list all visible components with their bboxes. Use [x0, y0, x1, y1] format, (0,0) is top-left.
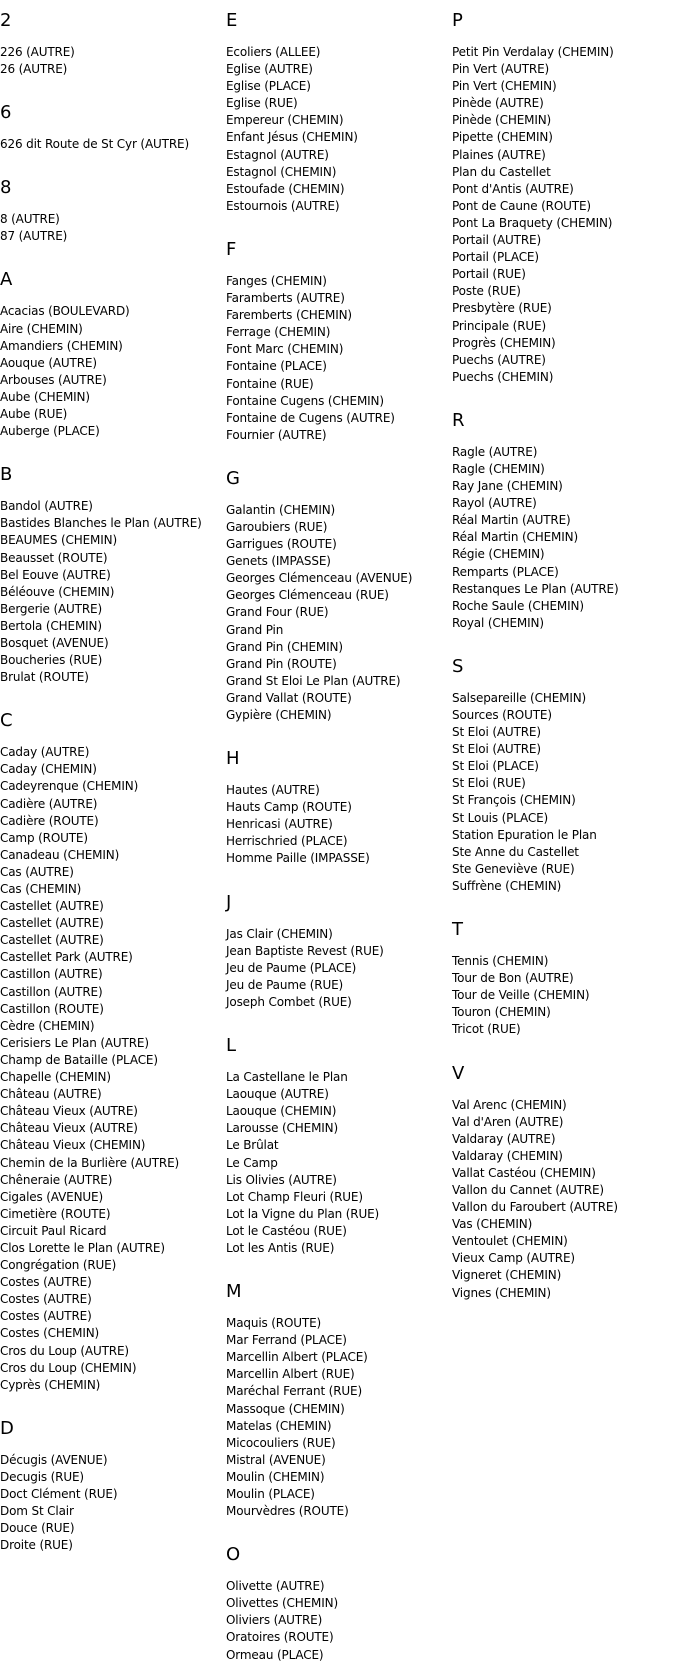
section-letter-heading: R [452, 409, 465, 431]
street-list-item: Vas (CHEMIN) [452, 1217, 533, 1232]
street-list-item: Costes (AUTRE) [0, 1275, 92, 1290]
street-list-item: Empereur (CHEMIN) [226, 113, 344, 128]
section-spacer [226, 724, 448, 738]
street-list-item: Progrès (CHEMIN) [452, 335, 556, 350]
street-list [452, 44, 675, 386]
street-list-item: Rayol (AUTRE) [452, 496, 537, 511]
street-list-item: Congrégation (RUE) [0, 1258, 117, 1273]
street-list-item: Chêneraie (AUTRE) [0, 1172, 113, 1187]
street-list-item: Le Camp [226, 1155, 278, 1170]
street-list-item: Ragle (CHEMIN) [452, 461, 545, 476]
street-list-item: Auberge (PLACE) [0, 424, 100, 439]
street-list-item: Le Brûlat [226, 1138, 279, 1153]
section-spacer [0, 245, 222, 259]
section-letter-heading: G [226, 467, 240, 489]
street-list-item: Château Vieux (AUTRE) [0, 1104, 138, 1119]
street-list-item: Pin Vert (AUTRE) [452, 62, 550, 77]
street-list-item: Bertola (CHEMIN) [0, 618, 102, 633]
section-letter-heading: 6 [0, 102, 12, 124]
street-list-item: Laouque (AUTRE) [226, 1087, 329, 1102]
street-list [0, 136, 222, 153]
letter-section [226, 882, 448, 1025]
street-list-item: 87 (AUTRE) [0, 229, 68, 244]
street-list-item: Fournier (AUTRE) [226, 427, 327, 442]
street-list-item: Beausset (ROUTE) [0, 550, 108, 565]
street-list-item: Plaines (AUTRE) [452, 147, 546, 162]
letter-section [0, 259, 222, 454]
letter-section [0, 1408, 222, 1569]
section-spacer [226, 444, 448, 458]
letter-section [226, 229, 448, 458]
street-list-item: Eglise (RUE) [226, 96, 298, 111]
street-list-item: Grand Pin (CHEMIN) [226, 639, 343, 654]
street-list-item: Dom St Clair [0, 1504, 74, 1519]
street-list-item: Mistral (AVENUE) [226, 1452, 326, 1467]
section-letter-heading: V [452, 1062, 465, 1084]
street-list-item: Eglise (AUTRE) [226, 62, 313, 77]
section-spacer [0, 78, 222, 92]
street-list-item: Costes (CHEMIN) [0, 1326, 100, 1341]
street-list-item: Cas (CHEMIN) [0, 882, 82, 896]
street-list-item: St François (CHEMIN) [452, 793, 576, 808]
section-spacer [452, 386, 675, 400]
street-list-item: Château Vieux (AUTRE) [0, 1121, 138, 1136]
section-letter-heading: F [226, 238, 237, 260]
section-spacer [452, 1302, 675, 1316]
street-list-item: Georges Clémenceau (AVENUE) [226, 571, 413, 586]
street-list [0, 1452, 222, 1555]
street-list-item: Gypière (CHEMIN) [226, 708, 332, 722]
street-list-item: Vallat Castéou (CHEMIN) [452, 1165, 596, 1180]
letter-section [452, 0, 675, 400]
section-letter-heading: B [0, 464, 13, 486]
street-list-item: Lot la Vigne du Plan (RUE) [226, 1206, 380, 1221]
section-spacer [452, 1039, 675, 1053]
street-list-item: 226 (AUTRE) [0, 45, 75, 59]
street-list-item: Cyprès (CHEMIN) [0, 1377, 101, 1392]
street-list-item: Bastides Blanches le Plan (AUTRE) [0, 516, 202, 531]
section-spacer [226, 1664, 448, 1678]
section-spacer [0, 1394, 222, 1408]
letter-section [0, 700, 222, 1408]
street-list-item: Remparts (PLACE) [452, 564, 559, 579]
street-index-column-2 [226, 0, 448, 1678]
street-list-item: Maréchal Ferrant (RUE) [226, 1384, 362, 1399]
section-letter-heading: E [226, 10, 238, 31]
street-list-item: Fontaine de Cugens (AUTRE) [226, 410, 395, 425]
section-letter-heading: P [452, 10, 463, 31]
street-list-item: Cadeyrenque (CHEMIN) [0, 779, 139, 794]
street-list [226, 782, 448, 867]
street-list-item: Suffrène (CHEMIN) [452, 878, 562, 893]
letter-section [226, 1271, 448, 1534]
street-list-item: Ormeau (PLACE) [226, 1647, 324, 1662]
street-list-item: Ferrage (CHEMIN) [226, 325, 331, 340]
street-list-item: Acacias (BOULEVARD) [0, 304, 130, 319]
letter-section [226, 1534, 448, 1677]
street-list-item: Béléouve (CHEMIN) [0, 584, 115, 599]
street-list-item: Aube (RUE) [0, 407, 68, 422]
street-list-item: Bel Eouve (AUTRE) [0, 567, 111, 582]
street-list-item: 626 dit Route de St Cyr (AUTRE) [0, 137, 189, 152]
street-list [226, 1069, 448, 1257]
section-letter-heading: M [226, 1281, 242, 1303]
street-list [452, 953, 675, 1038]
street-list [226, 44, 448, 215]
street-list-item: Caday (AUTRE) [0, 745, 90, 760]
street-list-item: Réal Martin (CHEMIN) [452, 530, 579, 545]
street-list-item: Tour de Veille (CHEMIN) [452, 988, 590, 1003]
street-list-item: Portail (PLACE) [452, 250, 539, 265]
street-list-item: Doct Clément (RUE) [0, 1487, 118, 1501]
street-list-item: Henricasi (AUTRE) [226, 817, 333, 832]
street-list-item: Aouque (AUTRE) [0, 355, 97, 370]
street-list-item: Caday (CHEMIN) [0, 762, 97, 777]
street-list-item: Hautes (AUTRE) [226, 783, 320, 798]
street-list-item: Moulin (PLACE) [226, 1487, 315, 1501]
section-spacer [226, 868, 448, 882]
street-list-item: Douce (RUE) [0, 1521, 75, 1536]
section-spacer [0, 1554, 222, 1568]
section-letter-heading: O [226, 1544, 241, 1566]
street-list-item: Val d'Aren (AUTRE) [452, 1114, 564, 1129]
street-list-item: Clos Lorette le Plan (AUTRE) [0, 1240, 165, 1255]
street-list [452, 690, 675, 895]
street-list-item: Vignes (CHEMIN) [452, 1285, 551, 1300]
section-letter-heading: 8 [0, 177, 12, 199]
street-list-item: Ste Geneviève (RUE) [452, 861, 575, 876]
street-list-item: Tricot (RUE) [452, 1022, 521, 1037]
street-index-column-1 [0, 0, 222, 1568]
street-list-item: Amandiers (CHEMIN) [0, 338, 123, 353]
street-list-item: Castillon (AUTRE) [0, 984, 103, 999]
street-list-item: Vieux Camp (AUTRE) [452, 1251, 575, 1266]
street-list-item: 26 (AUTRE) [0, 62, 68, 77]
street-list-item: Cigales (AVENUE) [0, 1189, 104, 1204]
street-list-item: Vallon du Faroubert (AUTRE) [452, 1200, 618, 1215]
street-list-item: St Eloi (AUTRE) [452, 742, 541, 757]
street-list-item: Pin Vert (CHEMIN) [452, 79, 557, 94]
street-list-item: Principale (RUE) [452, 318, 546, 333]
street-list-item: Pinède (CHEMIN) [452, 113, 552, 128]
section-spacer [226, 1257, 448, 1271]
street-list-item: Decugis (RUE) [0, 1469, 84, 1484]
street-list-item: Portail (AUTRE) [452, 233, 541, 248]
street-list-item: Tennis (CHEMIN) [452, 954, 549, 969]
letter-section [452, 909, 675, 1052]
street-list-item: Genets (IMPASSE) [226, 554, 331, 569]
street-list-item: Massoque (CHEMIN) [226, 1401, 345, 1416]
street-list-item: Maquis (ROUTE) [226, 1316, 322, 1331]
street-list-item: Salsepareille (CHEMIN) [452, 690, 587, 705]
street-list-item: Château Vieux (CHEMIN) [0, 1138, 146, 1153]
street-list-item: Estoufade (CHEMIN) [226, 181, 345, 196]
section-letter-heading: L [226, 1035, 237, 1057]
street-list-item: Mourvèdres (ROUTE) [226, 1504, 349, 1519]
street-list-item: Valdaray (CHEMIN) [452, 1148, 563, 1163]
section-spacer [0, 440, 222, 454]
street-list-item: Costes (AUTRE) [0, 1309, 92, 1324]
street-list-item: BEAUMES (CHEMIN) [0, 533, 117, 548]
letter-section [0, 0, 222, 92]
street-list-item: Marcellin Albert (RUE) [226, 1367, 355, 1382]
street-list-item: Cerisiers Le Plan (AUTRE) [0, 1035, 149, 1050]
street-list-item: Fanges (CHEMIN) [226, 273, 327, 288]
street-list-item: Pont d'Antis (AUTRE) [452, 181, 574, 196]
street-list-item: Matelas (CHEMIN) [226, 1418, 332, 1433]
street-list-item: Aire (CHEMIN) [0, 321, 83, 336]
street-list-item: Décugis (AVENUE) [0, 1452, 108, 1467]
letter-section [226, 738, 448, 881]
section-letter-heading: D [0, 1417, 14, 1439]
street-list-item: Jeu de Paume (RUE) [226, 977, 344, 992]
section-spacer [452, 895, 675, 909]
street-list-item: Champ de Bataille (PLACE) [0, 1052, 158, 1067]
street-list-item: Jeu de Paume (PLACE) [226, 960, 357, 975]
street-list-item: Puechs (CHEMIN) [452, 369, 554, 384]
street-list-item: Enfant Jésus (CHEMIN) [226, 130, 358, 145]
street-list-item: Petit Pin Verdalay (CHEMIN) [452, 45, 614, 59]
street-list-item: Fontaine (RUE) [226, 376, 314, 391]
street-list-item: Castellet (AUTRE) [0, 916, 104, 931]
street-list-item: Micocouliers (RUE) [226, 1435, 336, 1450]
street-list-item: La Castellane le Plan [226, 1070, 348, 1085]
street-list-item: Vallon du Cannet (AUTRE) [452, 1182, 604, 1197]
street-list-item: Arbouses (AUTRE) [0, 372, 107, 387]
street-list-item: Chapelle (CHEMIN) [0, 1070, 111, 1085]
section-spacer [226, 1011, 448, 1025]
street-list [226, 926, 448, 1011]
letter-section [226, 458, 448, 738]
section-letter-heading: 2 [0, 10, 12, 31]
street-list-item: Brulat (ROUTE) [0, 670, 89, 685]
street-list-item: Chemin de la Burlière (AUTRE) [0, 1155, 180, 1170]
street-list-item: Réal Martin (AUTRE) [452, 513, 571, 528]
street-list [226, 1578, 448, 1663]
street-list-item: Homme Paille (IMPASSE) [226, 851, 370, 866]
street-list-item: St Louis (PLACE) [452, 810, 549, 825]
street-list [0, 498, 222, 686]
street-list-item: Régie (CHEMIN) [452, 547, 545, 562]
street-list [226, 502, 448, 724]
street-index-column-3 [452, 0, 675, 1316]
letter-section [452, 1053, 675, 1316]
street-list-item: Bergerie (AUTRE) [0, 601, 103, 616]
street-list-item: Castillon (ROUTE) [0, 1001, 104, 1016]
street-list-item: Cadière (AUTRE) [0, 796, 98, 811]
street-list-item: Estagnol (CHEMIN) [226, 164, 337, 179]
street-list-item: Pont de Caune (ROUTE) [452, 198, 591, 213]
street-list-item: Grand Vallat (ROUTE) [226, 690, 352, 705]
street-list-item: Château (AUTRE) [0, 1087, 102, 1102]
street-list-item: Cimetière (ROUTE) [0, 1206, 111, 1221]
street-list-item: Marcellin Albert (PLACE) [226, 1350, 368, 1365]
street-list-item: Galantin (CHEMIN) [226, 502, 336, 517]
letter-section [0, 167, 222, 259]
street-list-item: Restanques Le Plan (AUTRE) [452, 581, 619, 596]
street-list-item: Bosquet (AVENUE) [0, 635, 109, 650]
street-list-item: Castellet Park (AUTRE) [0, 950, 133, 965]
section-letter-heading: H [226, 748, 240, 770]
street-list [452, 1097, 675, 1302]
street-list-item: Castellet (AUTRE) [0, 933, 104, 948]
street-list-item: Grand Pin [226, 622, 284, 637]
street-list-item: Costes (AUTRE) [0, 1292, 92, 1307]
street-list-item: Pipette (CHEMIN) [452, 130, 553, 145]
street-list-item: St Eloi (RUE) [452, 776, 526, 791]
street-list-item: Plan du Castellet [452, 164, 551, 179]
street-list-item: Lot Champ Fleuri (RUE) [226, 1189, 363, 1204]
street-list-item: Oliviers (AUTRE) [226, 1613, 323, 1628]
street-list-item: Garrigues (ROUTE) [226, 537, 337, 552]
street-list-item: Estournois (AUTRE) [226, 198, 340, 213]
section-spacer [226, 1520, 448, 1534]
section-letter-heading: A [0, 269, 13, 291]
street-list-item: Ragle (AUTRE) [452, 444, 538, 459]
section-letter-heading: C [0, 710, 13, 732]
street-list [0, 211, 222, 245]
section-spacer [0, 153, 222, 167]
street-list [0, 44, 222, 78]
section-spacer [226, 215, 448, 229]
street-list-item: Oratoires (ROUTE) [226, 1630, 334, 1645]
street-list-item: Grand Four (RUE) [226, 605, 329, 620]
street-list-item: Pont La Braquety (CHEMIN) [452, 215, 613, 230]
street-list-item: Royal (CHEMIN) [452, 615, 544, 630]
street-list-item: Laouque (CHEMIN) [226, 1104, 337, 1119]
letter-section [226, 1025, 448, 1271]
street-list-item: Herrischried (PLACE) [226, 834, 348, 849]
street-list-item: Castellet (AUTRE) [0, 899, 104, 914]
street-list-item: Jean Baptiste Revest (RUE) [226, 943, 384, 958]
street-list-item: Font Marc (CHEMIN) [226, 342, 344, 357]
street-list-item: Grand Pin (ROUTE) [226, 656, 337, 671]
street-list-item: Ecoliers (ALLEE) [226, 45, 321, 59]
street-list-item: Camp (ROUTE) [0, 830, 88, 845]
letter-section [0, 92, 222, 167]
street-list-item: Estagnol (AUTRE) [226, 147, 329, 162]
letter-section [226, 0, 448, 229]
street-list-item: Castillon (AUTRE) [0, 967, 103, 982]
street-list-item: Valdaray (AUTRE) [452, 1131, 556, 1146]
street-list-item: Cèdre (CHEMIN) [0, 1018, 95, 1033]
section-letter-heading: J [226, 891, 232, 913]
street-list-item: Circuit Paul Ricard [0, 1223, 107, 1238]
street-list-item: Olivette (AUTRE) [226, 1579, 325, 1594]
street-list-item: Ste Anne du Castellet [452, 844, 579, 859]
street-list-item: Lis Olivies (AUTRE) [226, 1172, 337, 1187]
section-spacer [0, 686, 222, 700]
street-list-item: Cas (AUTRE) [0, 864, 74, 879]
street-list-item: 8 (AUTRE) [0, 212, 60, 227]
street-list [226, 273, 448, 444]
street-list-item: Cadière (ROUTE) [0, 813, 99, 828]
street-list-item: Hauts Camp (ROUTE) [226, 800, 352, 815]
street-list-item: Cros du Loup (CHEMIN) [0, 1360, 137, 1375]
letter-section [452, 400, 675, 646]
street-list-item: Canadeau (CHEMIN) [0, 847, 120, 862]
street-list-item: Ventoulet (CHEMIN) [452, 1234, 568, 1249]
street-list-item: Faremberts (CHEMIN) [226, 308, 352, 323]
street-list-item: Moulin (CHEMIN) [226, 1469, 325, 1484]
section-spacer [452, 632, 675, 646]
street-list-item: Puechs (AUTRE) [452, 352, 546, 367]
street-list-item: Boucheries (RUE) [0, 653, 103, 668]
street-list [226, 1315, 448, 1520]
street-list-item: Mar Ferrand (PLACE) [226, 1333, 347, 1348]
street-list-item: Droite (RUE) [0, 1538, 73, 1553]
street-list-item: Pinède (AUTRE) [452, 96, 544, 111]
street-list-item: Touron (CHEMIN) [452, 1005, 551, 1020]
section-letter-heading: T [452, 919, 463, 941]
letter-section [0, 454, 222, 700]
street-list-item: Fontaine Cugens (CHEMIN) [226, 393, 384, 408]
street-list [0, 744, 222, 1394]
section-letter-heading: S [452, 655, 464, 677]
street-list-item: St Eloi (PLACE) [452, 759, 539, 774]
street-list-item: Val Arenc (CHEMIN) [452, 1097, 567, 1112]
street-list-item: Presbytère (RUE) [452, 301, 552, 316]
street-list-item: Fontaine (PLACE) [226, 359, 327, 374]
street-list-item: Cros du Loup (AUTRE) [0, 1343, 129, 1358]
street-list [0, 303, 222, 440]
street-list-item: Georges Clémenceau (RUE) [226, 588, 389, 603]
street-list-item: Faramberts (AUTRE) [226, 291, 345, 306]
street-list-item: Aube (CHEMIN) [0, 389, 90, 404]
street-list-item: Sources (ROUTE) [452, 708, 552, 722]
street-list-item: Roche Saule (CHEMIN) [452, 598, 584, 613]
street-list-item: Lot le Castéou (RUE) [226, 1223, 347, 1238]
street-list-item: Grand St Eloi Le Plan (AUTRE) [226, 673, 401, 688]
letter-section [452, 646, 675, 909]
street-list-item: St Eloi (AUTRE) [452, 725, 541, 740]
street-list [452, 444, 675, 632]
street-list-item: Ray Jane (CHEMIN) [452, 479, 563, 494]
street-list-item: Lot les Antis (RUE) [226, 1240, 335, 1255]
street-list-item: Portail (RUE) [452, 267, 526, 282]
street-list-item: Vigneret (CHEMIN) [452, 1268, 562, 1283]
street-list-item: Station Epuration le Plan [452, 827, 597, 842]
street-list-item: Larousse (CHEMIN) [226, 1121, 339, 1136]
street-list-item: Olivettes (CHEMIN) [226, 1596, 338, 1611]
street-list-item: Bandol (AUTRE) [0, 499, 93, 514]
street-list-item: Garoubiers (RUE) [226, 519, 328, 534]
street-list-item: Eglise (PLACE) [226, 79, 311, 94]
street-list-item: Tour de Bon (AUTRE) [452, 971, 574, 986]
street-list-item: Joseph Combet (RUE) [226, 994, 352, 1009]
street-list-item: Poste (RUE) [452, 284, 521, 299]
street-list-item: Jas Clair (CHEMIN) [226, 926, 333, 941]
